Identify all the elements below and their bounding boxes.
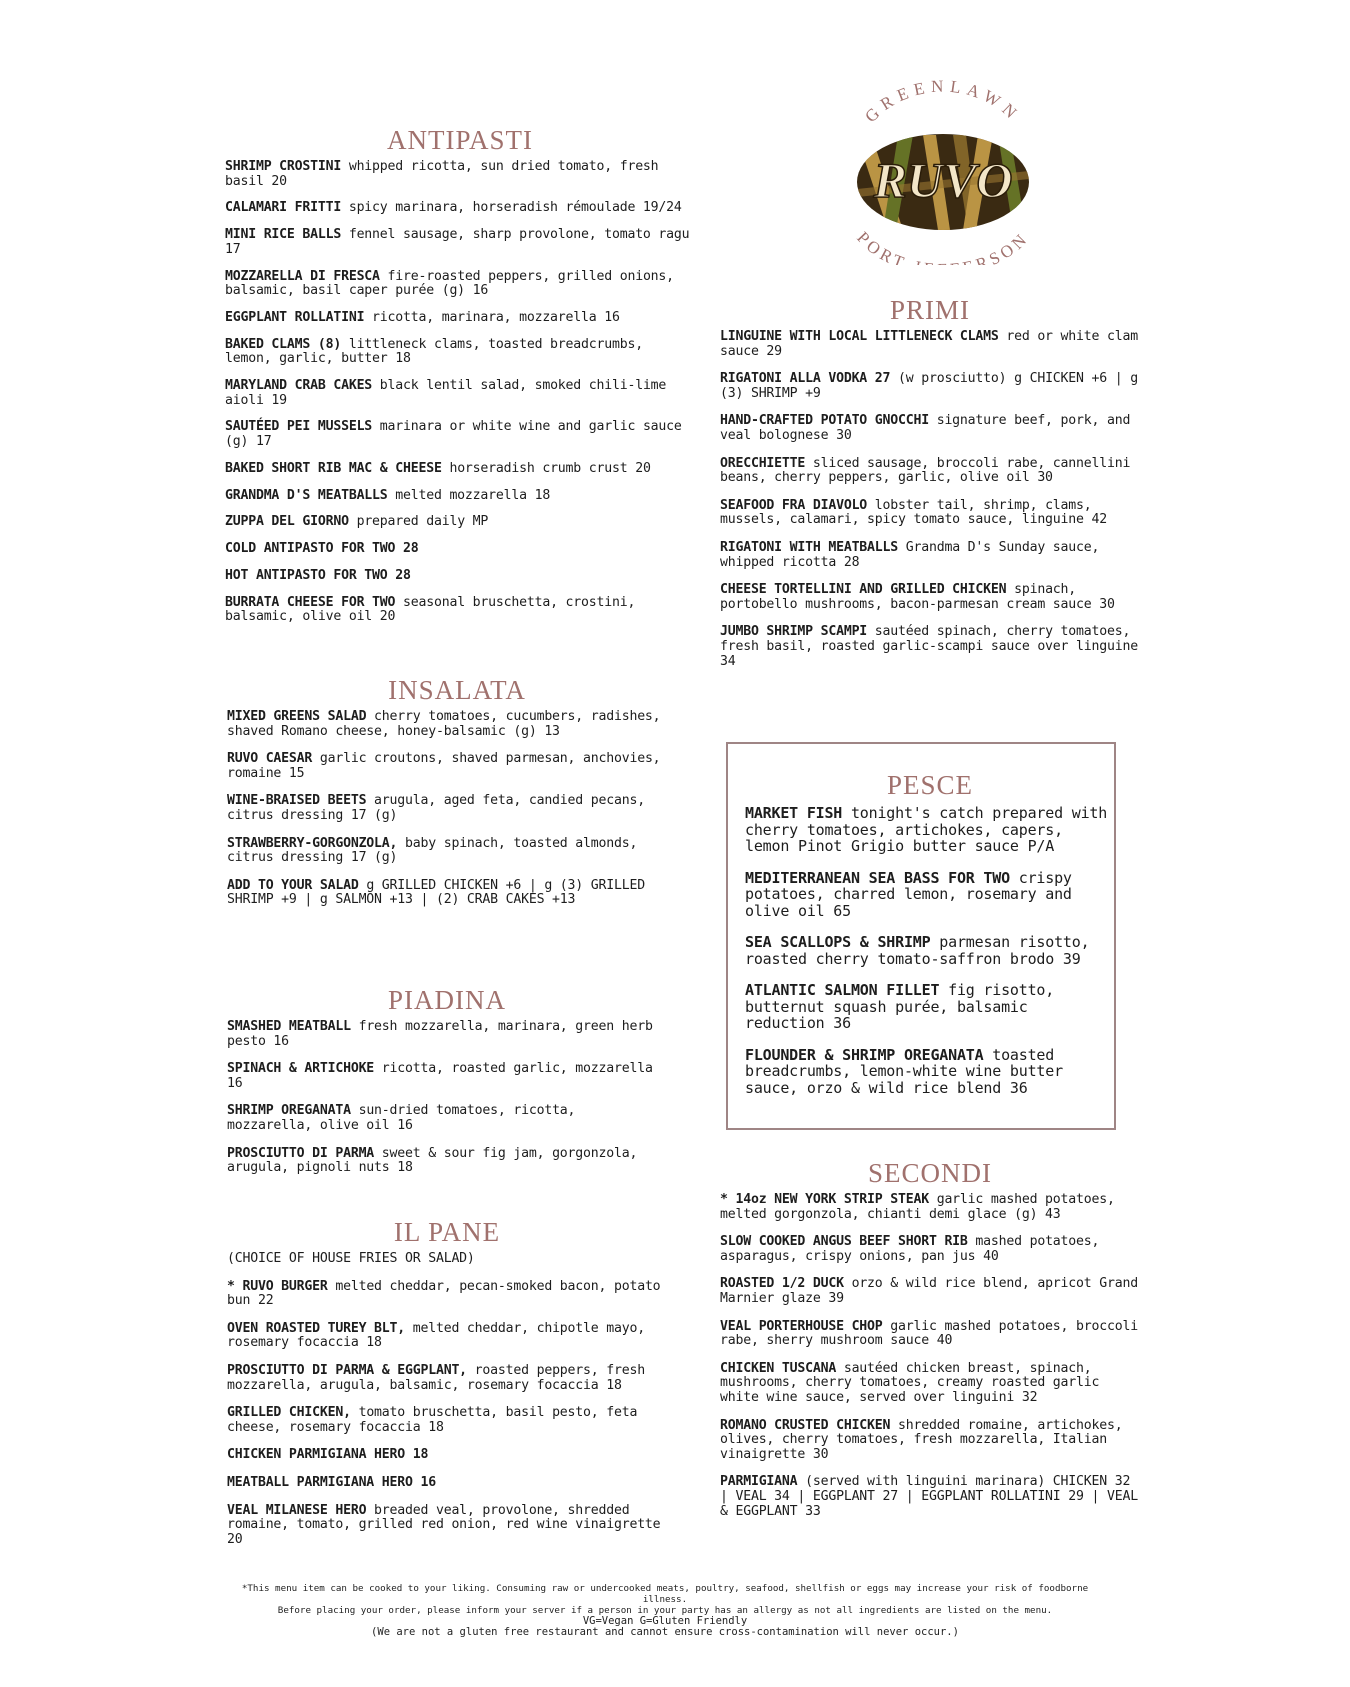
menu-item-name: MIXED GREENS SALAD	[227, 709, 367, 724]
menu-item-name: SMASHED MEATBALL	[227, 1019, 351, 1034]
menu-item-name: MARKET FISH	[745, 804, 843, 822]
logo-arc-top: GREENLAWN	[861, 80, 1025, 127]
menu-item	[227, 710, 687, 739]
menu-item-description: orzo & wild rice blend, apricot Grand Marnier glaze 39	[720, 1276, 1138, 1306]
menu-item	[227, 752, 687, 781]
menu-item	[225, 596, 695, 625]
menu-item	[225, 270, 695, 299]
menu-item-description: prepared daily MP	[348, 514, 489, 530]
menu-item-description: ricotta, roasted garlic, mozzarella 16	[227, 1061, 653, 1091]
menu-item-name: BAKED CLAMS (8)	[225, 336, 342, 352]
menu-item-description: (served with linguini marinara) CHICKEN 32 | VEAL 34 | EGGPLANT 27 | EGGPLANT ROLLATINI 29 | VEAL & EGGPLANT 33	[720, 1474, 1138, 1519]
menu-item-name: PROSCIUTTO DI PARMA & EGGPLANT,	[227, 1362, 467, 1378]
logo-name: RUVO	[873, 152, 1013, 208]
menu-item-name: ADD TO YOUR SALAD	[227, 877, 359, 893]
menu-item	[745, 805, 1115, 855]
menu-item	[720, 1277, 1140, 1306]
menu-item-description: fig risotto, butternut squash purée, balsamic reduction 36	[745, 981, 1055, 1032]
menu-item	[720, 1362, 1140, 1406]
menu-item-description: lobster tail, shrimp, clams, mussels, calamari, spicy tomato sauce, linguine 42	[720, 497, 1107, 528]
il-pane-title: IL PANE	[393, 1217, 501, 1247]
menu-item-name: FLOUNDER & SHRIMP OREGANATA	[745, 1045, 984, 1064]
piadina-title: PIADINA	[388, 985, 506, 1015]
menu-item-name: STRAWBERRY-GORGONZOLA,	[227, 835, 398, 851]
menu-item	[227, 794, 687, 823]
menu-item-name: VEAL PORTERHOUSE CHOP	[720, 1318, 883, 1334]
menu-item	[720, 372, 1140, 401]
menu-item-description: g GRILLED CHICKEN +6 | g (3) GRILLED SHRIMP +9 | g SALMON +13 | (2) CRAB CAKES +13	[227, 877, 645, 908]
menu-item	[225, 160, 695, 189]
menu-item	[227, 1504, 667, 1548]
menu-item-name: CALAMARI FRITTI	[225, 200, 342, 216]
piadina-list	[227, 1020, 667, 1176]
menu-item	[225, 338, 695, 367]
il-pane-list	[227, 1280, 667, 1548]
menu-item-name: RUVO CAESAR	[227, 751, 313, 767]
menu-item	[720, 583, 1140, 612]
menu-item-name: ATLANTIC SALMON FILLET	[745, 981, 940, 999]
menu-item-description: black lentil salad, smoked chili-lime aioli 19	[225, 378, 667, 408]
menu-item-name: MARYLAND CRAB CAKES	[225, 378, 373, 394]
menu-item-name: MEATBALL PARMIGIANA HERO 16	[227, 1474, 436, 1490]
menu-item-name: RIGATONI WITH MEATBALLS	[720, 539, 899, 555]
menu-item-description: horseradish crumb crust 20	[441, 460, 651, 476]
primi-section	[720, 295, 1140, 682]
menu-item-description: (w prosciutto) g CHICKEN +6 | g (3) SHRIMP +9	[720, 371, 1138, 401]
menu-item	[225, 489, 695, 504]
menu-item-name: COLD ANTIPASTO FOR TWO 28	[225, 541, 419, 557]
menu-item-description: sun-dried tomatoes, ricotta, mozzarella, olive oil 16	[227, 1103, 576, 1133]
menu-item	[720, 1320, 1140, 1349]
menu-item-name: CHEESE TORTELLINI AND GRILLED CHICKEN	[720, 582, 1007, 598]
menu-item-name: VEAL MILANESE HERO	[227, 1502, 367, 1518]
menu-item-description: tomato bruschetta, basil pesto, feta cheese, rosemary focaccia 18	[227, 1405, 638, 1435]
menu-item-name: SEAFOOD FRA DIAVOLO	[720, 497, 868, 513]
menu-item	[745, 870, 1115, 920]
footer-disclaimer: *This menu item can be cooked to your liking. Consuming raw or undercooked meats, poultry, seafood, shellfish or eggs may increase your risk of foodborne illness.	[241, 1583, 1089, 1605]
menu-item-name: MOZZARELLA DI FRESCA	[225, 268, 380, 284]
menu-item-description: parmesan risotto, roasted cherry tomato-saffron brodo 39	[745, 933, 1090, 968]
menu-item	[225, 420, 695, 449]
menu-item	[720, 1235, 1140, 1264]
menu-item-name: CHICKEN TUSCANA	[720, 1360, 837, 1376]
primi-list	[720, 330, 1140, 669]
menu-item	[720, 1475, 1140, 1519]
menu-item-name: * RUVO BURGER	[227, 1278, 328, 1294]
menu-item-description: ricotta, marinara, mozzarella 16	[364, 309, 620, 325]
il-pane-section	[227, 1217, 667, 1560]
menu-item-description: breaded veal, provolone, shredded romaine, tomato, grilled red onion, red wine vinaigrette 20	[227, 1502, 661, 1547]
insalata-title: INSALATA	[388, 675, 526, 705]
menu-item-description: sweet & sour fig jam, gorgonzola, arugula, pignoli nuts 18	[227, 1145, 638, 1176]
menu-item-name: BURRATA CHEESE FOR TWO	[225, 594, 396, 610]
menu-item-name: GRILLED CHICKEN,	[227, 1405, 351, 1421]
menu-item-description: crispy potatoes, charred lemon, rosemary and olive oil 65	[745, 868, 1072, 920]
menu-item-name: MEDITERRANEAN SEA BASS FOR TWO	[745, 868, 1010, 887]
menu-item-name: SPINACH & ARTICHOKE	[227, 1061, 375, 1077]
menu-item	[720, 1419, 1140, 1463]
menu-item-name: * 14oz NEW YORK STRIP STEAK	[720, 1192, 929, 1207]
menu-item-description: seasonal bruschetta, crostini, balsamic, olive oil 20	[225, 594, 636, 625]
menu-item	[227, 1062, 667, 1091]
menu-item-name: OVEN ROASTED TUREY BLT,	[227, 1320, 406, 1336]
menu-item-description: spinach, portobello mushrooms, bacon-parmesan cream sauce 30	[720, 582, 1115, 612]
menu-item	[227, 1020, 667, 1049]
menu-item	[720, 1193, 1140, 1222]
insalata-section	[227, 675, 687, 921]
menu-item-name: RIGATONI ALLA VODKA 27	[720, 371, 891, 387]
menu-item	[225, 542, 695, 557]
insalata-list	[227, 710, 687, 908]
menu-item-description: cherry tomatoes, cucumbers, radishes, shaved Romano cheese, honey-balsamic (g) 13	[227, 709, 661, 739]
menu-item-name: HOT ANTIPASTO FOR TWO 28	[225, 567, 411, 583]
menu-item	[745, 934, 1115, 967]
menu-item	[720, 625, 1140, 669]
footer-allergy-note: Before placing your order, please inform your server if a person in your party has an allergy as not all ingredients are listed on the menu.	[277, 1605, 1053, 1616]
menu-item	[227, 879, 687, 908]
menu-item-description: arugula, aged feta, candied pecans, citrus dressing 17 (g)	[227, 793, 645, 823]
menu-item-description: signature beef, pork, and veal bolognese 30	[720, 413, 1131, 443]
menu-item-name: WINE-BRAISED BEETS	[227, 793, 367, 809]
menu-item-description: mashed potatoes, asparagus, crispy onions, pan jus 40	[720, 1234, 1100, 1264]
menu-item-name: GRANDMA D'S MEATBALLS	[225, 487, 388, 503]
pesce-list	[745, 805, 1115, 1096]
antipasti-list	[225, 160, 695, 625]
menu-item	[225, 462, 695, 477]
menu-item-description: garlic croutons, shaved parmesan, anchovies, romaine 15	[227, 751, 661, 781]
il-pane-note: (CHOICE OF HOUSE FRIES OR SALAD)	[227, 1251, 475, 1266]
menu-item-description: melted mozzarella 18	[387, 487, 551, 503]
menu-item-name: LINGUINE WITH LOCAL LITTLENECK CLAMS	[720, 329, 999, 344]
menu-item	[227, 1280, 667, 1309]
menu-item	[227, 1448, 667, 1463]
menu-item-description: baby spinach, toasted almonds, citrus dressing 17 (g)	[227, 835, 638, 866]
menu-item-description: shredded romaine, artichokes, olives, cherry tomatoes, fresh mozzarella, Italian vinaigrette 30	[720, 1417, 1123, 1462]
menu-item	[720, 414, 1140, 443]
menu-item-name: PARMIGIANA	[720, 1474, 798, 1490]
menu-item	[745, 1047, 1115, 1097]
menu-item	[227, 1322, 667, 1351]
menu-item-name: SAUTÉED PEI MUSSELS	[225, 419, 373, 435]
logo-arc-bottom: PORT RSON	[853, 227, 1033, 265]
menu-item-name: SHRIMP OREGANATA	[227, 1103, 351, 1119]
menu-item	[745, 982, 1115, 1032]
menu-item-name: SLOW COOKED ANGUS BEEF SHORT RIB	[720, 1234, 968, 1250]
menu-item-description: whipped ricotta, sun dried tomato, fresh basil 20	[225, 159, 659, 189]
menu-item-name: ORECCHIETTE	[720, 455, 806, 471]
menu-item-description: melted cheddar, chipotle mayo, rosemary focaccia 18	[227, 1320, 645, 1351]
menu-item-description: spicy marinara, horseradish rémoulade 19/24	[341, 200, 682, 216]
menu-item-description: sautéed spinach, cherry tomatoes, fresh basil, roasted garlic-scampi sauce over linguine 34	[720, 624, 1138, 669]
menu-item	[225, 201, 695, 216]
menu-item-description: littleneck clams, toasted breadcrumbs, lemon, garlic, butter 18	[225, 336, 643, 367]
menu-item-name: MINI RICE BALLS	[225, 227, 342, 243]
menu-item	[227, 1476, 667, 1491]
menu-item-description: melted cheddar, pecan-smoked bacon, potato bun 22	[227, 1278, 661, 1309]
menu-item-name: HAND-CRAFTED POTATO GNOCCHI	[720, 413, 929, 429]
menu-item	[225, 379, 695, 408]
menu-item-description: red or white clam sauce 29	[720, 329, 1138, 359]
secondi-title: SECONDI	[867, 1158, 992, 1188]
menu-item	[227, 1406, 667, 1435]
menu-item	[225, 228, 695, 257]
menu-item	[225, 515, 695, 530]
menu-item	[227, 1104, 667, 1133]
menu-item	[720, 541, 1140, 570]
menu-item	[720, 457, 1140, 486]
menu-item-name: ZUPPA DEL GIORNO	[225, 514, 349, 530]
piadina-section	[227, 985, 667, 1189]
footer-legend: VG=Vegan G=Gluten Friendly	[582, 1615, 748, 1627]
menu-footer	[240, 1583, 1090, 1638]
footer-gluten-note: (We are not a gluten free restaurant and cannot ensure cross-contamination will never occur.)	[371, 1626, 959, 1638]
menu-item-name: SHRIMP CROSTINI	[225, 159, 342, 174]
menu-item	[227, 1147, 667, 1176]
menu-item-name: ROASTED 1/2 DUCK	[720, 1276, 844, 1292]
pesce-title: PESCE	[886, 770, 974, 800]
secondi-section	[720, 1158, 1140, 1532]
antipasti-section	[225, 125, 695, 637]
secondi-list	[720, 1193, 1140, 1519]
menu-item	[720, 499, 1140, 528]
pesce-box	[726, 742, 1116, 1130]
menu-item-description: garlic mashed potatoes, broccoli rabe, sherry mushroom sauce 40	[720, 1318, 1138, 1349]
menu-item	[720, 330, 1140, 359]
menu-item-name: EGGPLANT ROLLATINI	[225, 309, 365, 325]
menu-item-description: marinara or white wine and garlic sauce (g) 17	[225, 419, 682, 450]
menu-item-name: BAKED SHORT RIB MAC & CHEESE	[225, 460, 442, 476]
menu-item-name: JUMBO SHRIMP SCAMPI	[720, 624, 868, 640]
menu-item-description: roasted peppers, fresh mozzarella, arugula, balsamic, rosemary focaccia 18	[227, 1362, 645, 1393]
antipasti-title: ANTIPASTI	[386, 125, 534, 155]
menu-item	[225, 311, 695, 326]
menu-item-description: fresh mozzarella, marinara, green herb pesto 16	[227, 1019, 653, 1049]
restaurant-logo	[828, 80, 1058, 265]
menu-item	[227, 837, 687, 866]
menu-item-name: SEA SCALLOPS & SHRIMP	[745, 933, 931, 951]
menu-item-description: sliced sausage, broccoli rabe, cannellini beans, cherry peppers, garlic, olive oil 30	[720, 455, 1131, 486]
menu-item	[225, 569, 695, 584]
menu-item-description: tonight's catch prepared with cherry tomatoes, artichokes, capers, lemon Pinot Grigio butter sauce P/A	[745, 804, 1108, 855]
menu-item-description: sautéed chicken breast, spinach, mushrooms, cherry tomatoes, creamy roasted garlic white wine sauce, served over linguini 32	[720, 1360, 1100, 1405]
logo-graphic	[828, 80, 1058, 265]
primi-title: PRIMI	[889, 295, 970, 325]
menu-item-description: toasted breadcrumbs, lemon-white wine butter sauce, orzo & wild rice blend 36	[745, 1045, 1063, 1097]
menu-item	[227, 1364, 667, 1393]
menu-item-name: CHICKEN PARMIGIANA HERO 18	[227, 1447, 429, 1463]
menu-item-name: PROSCIUTTO DI PARMA	[227, 1145, 375, 1161]
menu-item-description: garlic mashed potatoes, melted gorgonzola, chianti demi glace (g) 43	[720, 1192, 1115, 1222]
menu-item-description: fire-roasted peppers, grilled onions, balsamic, basil caper purée (g) 16	[225, 268, 674, 299]
menu-item-description: fennel sausage, sharp provolone, tomato ragu 17	[225, 227, 690, 257]
menu-item-description: Grandma D's Sunday sauce, whipped ricotta 28	[720, 539, 1100, 570]
menu-item-name: ROMANO CRUSTED CHICKEN	[720, 1417, 891, 1433]
